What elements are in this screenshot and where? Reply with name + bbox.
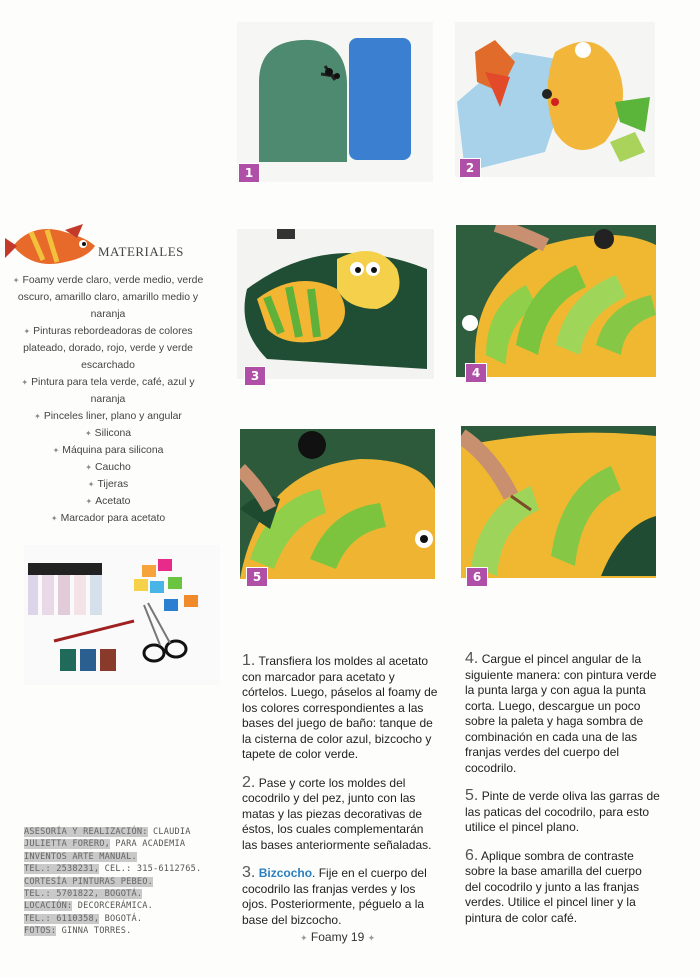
materials-title: MATERIALES xyxy=(98,244,184,259)
contrast-shading-photo xyxy=(461,426,656,578)
step-4 xyxy=(465,651,660,776)
photo-step-4 xyxy=(456,225,656,377)
step-text: Transfiera los moldes al acetato con marcador para acetato y córtelos. Luego, páselos al foamy de los colores correspondientes a las bases del juego de baño: tanque de la cisterna de color azul, bizcocho y tapete de color verde. xyxy=(242,654,438,761)
page-footer-label: Foamy 19 xyxy=(310,930,365,944)
photo-step-6 xyxy=(461,426,656,578)
materials-item: ✦ Acetato xyxy=(12,493,204,510)
materials-item: ✦ Pintura para tela verde, café, azul y naranja xyxy=(12,374,204,408)
step-text: Pinte de verde oliva las garras de las paticas del cocodrilo, para esto utilice el pincel plano. xyxy=(465,789,660,834)
crocodile-assembled-photo xyxy=(237,229,434,379)
step-text: Pase y corte los moldes del cocodrilo y del pez, junto con las matas y las piezas decorativas de éstos, los cuales complementarán las bases anteriormente señaladas. xyxy=(242,775,432,852)
credit-line: CORTESÍA PINTURAS PEBEO. xyxy=(24,876,153,887)
foam-templates-photo xyxy=(237,22,433,182)
photo-number-4: 4 xyxy=(465,363,487,383)
step-number: 4. xyxy=(465,650,479,667)
credit-line: ASESORÍA Y REALIZACIÓN: CLAUDIA xyxy=(24,827,191,837)
step-number: 6. xyxy=(465,846,479,864)
photo-number-2: 2 xyxy=(459,158,481,178)
star-icon: ✦ xyxy=(367,933,376,943)
star-icon: ✦ xyxy=(300,933,308,943)
step-5 xyxy=(465,788,660,836)
step-text: Cargue el pincel angular de la siguiente manera: con pintura verde la punta larga y con agua la punta corta. Luego, descargue un poco sobre la paleta y haga sombra de combinación en cada una de las franjas verdes del cuerpo del cocodrilo. xyxy=(465,652,657,775)
step-keyword: Bizcocho xyxy=(258,866,313,880)
photo-step-3 xyxy=(237,229,434,379)
step-number: 2. xyxy=(242,773,256,791)
photo-number-3: 3 xyxy=(244,366,266,386)
credit-line: FOTOS: GINNA TORRES. xyxy=(24,926,132,937)
credits xyxy=(24,826,201,938)
instructions-column-left xyxy=(242,653,442,940)
credit-line: TEL.: 5701822, BOGOTÁ. xyxy=(24,889,143,900)
step-1 xyxy=(242,653,442,763)
photo-number-5: 5 xyxy=(246,567,268,587)
materials-photo xyxy=(24,545,220,685)
materials-item: ✦ Tijeras xyxy=(12,476,204,493)
materials-item: ✦ Marcador para acetato xyxy=(12,510,204,527)
step-number: 1. xyxy=(242,652,256,669)
materials-item: ✦ Caucho xyxy=(12,459,204,476)
photo-step-5 xyxy=(240,429,435,579)
photo-step-1 xyxy=(237,22,433,182)
paints-brushes-scissors-photo xyxy=(24,545,220,685)
credit-line: JULIETTA FORERO, PARA ACADEMIA xyxy=(24,839,186,850)
materials-item: ✦ Foamy verde claro, verde medio, verde oscuro, amarillo claro, amarillo medio y naranja xyxy=(12,272,204,323)
materials-item: ✦ Pinceles liner, plano y angular xyxy=(12,408,204,425)
credit-line: TEL.: 6110358, BOGOTÁ. xyxy=(24,913,143,924)
photo-step-2 xyxy=(455,22,655,177)
materials-list xyxy=(12,272,204,527)
painting-stripes-photo xyxy=(456,225,656,377)
credit-line: LOCACIÓN: DECORCERÁMICA. xyxy=(24,901,153,912)
instructions-column-right xyxy=(465,651,660,938)
credit-line: TEL.: 2538231, CEL.: 315-6112765. xyxy=(24,864,202,875)
cut-pieces-photo xyxy=(455,22,655,177)
step-2 xyxy=(242,775,442,854)
materials-item: ✦ Silicona xyxy=(12,425,204,442)
page-footer xyxy=(300,930,375,944)
credit-line: INVENTOS ARTE MANUAL. xyxy=(24,851,137,862)
step-6 xyxy=(465,848,660,927)
materials-item: ✦ Máquina para silicona xyxy=(12,442,204,459)
step-3 xyxy=(242,865,442,928)
olive-shading-photo xyxy=(240,429,435,579)
materials-item: ✦ Pinturas rebordeadoras de colores plateado, dorado, rojo, verde y verde escarchado xyxy=(12,323,204,374)
fish-icon xyxy=(3,218,103,274)
step-number: 3. xyxy=(242,864,256,881)
photo-number-6: 6 xyxy=(466,567,488,587)
step-number: 5. xyxy=(465,787,479,804)
photo-number-1: 1 xyxy=(238,163,260,183)
step-text: Aplique sombra de contraste sobre la base amarilla del cuerpo del cocodrilo y junto a las franjas verdes. Utilice el pincel liner y la pintura de color café. xyxy=(465,848,642,925)
step-text: . Fije en el cuerpo del cocodrilo las franjas verdes y los ojos. Posteriormente, péguelo a la base del bizcocho. xyxy=(242,866,427,927)
